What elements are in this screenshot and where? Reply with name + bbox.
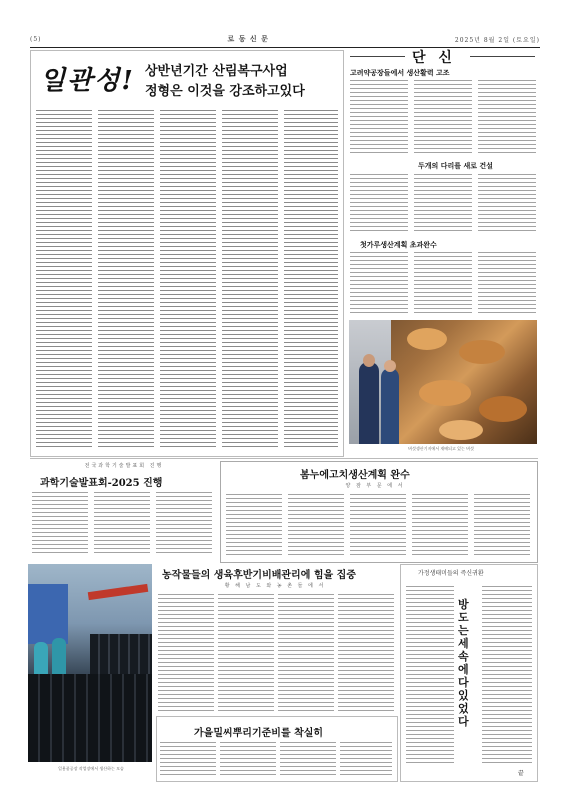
middle-right-text xyxy=(226,494,282,556)
mushroom-cluster xyxy=(407,328,447,350)
middle-right-text xyxy=(350,494,406,556)
mushroom-cluster xyxy=(439,420,483,440)
photo-caption: 버섯생산기지에서 재배되고 있는 버섯 xyxy=(408,446,474,451)
sidebar-text xyxy=(414,80,472,155)
sidebar-text xyxy=(478,174,536,232)
crate-stack xyxy=(28,674,152,762)
column-end-mark: 끝 xyxy=(518,770,524,777)
bottom-main-text xyxy=(218,594,274,714)
page-number: (5) xyxy=(30,35,42,43)
mushroom-cluster xyxy=(419,380,471,406)
sidebar-title-rule xyxy=(350,56,405,57)
worker-figure xyxy=(359,362,379,444)
mushroom-cluster xyxy=(479,396,527,422)
sidebar-text xyxy=(414,252,472,314)
machine-arm xyxy=(88,584,149,600)
sidebar-text xyxy=(350,80,408,155)
lead-headline-line2: 정형은 이것을 강조하고있다 xyxy=(145,84,305,99)
factory-photo-caption: 일용품공장 작업장에서 생산하는 모습 xyxy=(58,766,124,771)
sidebar-text xyxy=(350,174,408,232)
paper-name: 로 동 신 문 xyxy=(227,34,269,43)
sidebar-text xyxy=(478,80,536,155)
sidebar-text xyxy=(478,252,536,314)
lead-text-col xyxy=(222,110,278,450)
sidebar-item-title: 첫가루생산계획 초과완수 xyxy=(360,240,437,249)
bottom-second-text xyxy=(280,742,336,776)
lead-text-col xyxy=(284,110,338,450)
bottom-main-sub: 황 해 남 도 와 농 촌 들 에 서 xyxy=(224,583,326,589)
middle-right-text xyxy=(288,494,344,556)
worker-head xyxy=(384,360,396,372)
issue-date: 2025년 8월 2일 (토요일) xyxy=(454,36,540,44)
sidebar-item-title: 고려약공장들에서 생산활력 고조 xyxy=(350,68,450,77)
middle-left-text xyxy=(32,492,88,554)
sidebar-text xyxy=(350,252,408,314)
machine xyxy=(28,584,68,644)
bottom-main-text xyxy=(278,594,334,714)
bottom-second-title: 가을밀씨뿌리기준비를 착실히 xyxy=(194,728,324,739)
bottom-main-text xyxy=(338,594,394,714)
mushroom-farm-photo xyxy=(349,320,537,444)
bottom-main-title: 농작물들의 생육후반기비배관리에 힘을 집중 xyxy=(162,570,356,581)
lead-headline-big: 일관성! xyxy=(40,66,135,96)
middle-right-text xyxy=(412,494,468,556)
bottom-main-text xyxy=(158,594,214,714)
lead-text-col xyxy=(160,110,216,450)
bottom-second-text xyxy=(220,742,276,776)
middle-right-text xyxy=(474,494,530,556)
factory-photo xyxy=(28,564,152,762)
sidebar-title-rule xyxy=(470,56,535,57)
lead-text-col xyxy=(36,110,92,450)
worker-head xyxy=(363,354,375,367)
column-text xyxy=(406,586,454,766)
middle-right-sub: 양 잠 부 문 에 서 xyxy=(345,483,405,489)
worker-figure xyxy=(381,368,399,444)
section-divider xyxy=(30,458,538,459)
column-kicker: 가정생태미들의 즉신귀환 xyxy=(418,570,484,577)
crate-stack xyxy=(90,634,152,674)
mushroom-cluster xyxy=(459,340,505,364)
middle-left-title: 과학기술발표회-2025 진행 xyxy=(40,478,163,489)
sidebar-item-title: 두개의 다리를 새로 건설 xyxy=(418,161,493,170)
page-header xyxy=(30,33,540,48)
sidebar-title: 단 신 xyxy=(412,50,456,66)
column-text xyxy=(482,586,532,766)
middle-left-text xyxy=(94,492,150,554)
bottom-second-text xyxy=(160,742,216,776)
middle-right-title: 봄누에고치생산계획 완수 xyxy=(300,470,410,481)
middle-left-text xyxy=(156,492,212,554)
bottom-second-text xyxy=(340,742,392,776)
lead-text-col xyxy=(98,110,154,450)
sidebar-text xyxy=(414,174,472,232)
middle-left-kicker: 전국과학기술발표회 진행 xyxy=(84,463,164,469)
column-vertical-title: 방도는 세속에 다 있었다 xyxy=(458,598,469,728)
lead-headline-line1: 상반년기간 산림복구사업 xyxy=(145,64,288,79)
